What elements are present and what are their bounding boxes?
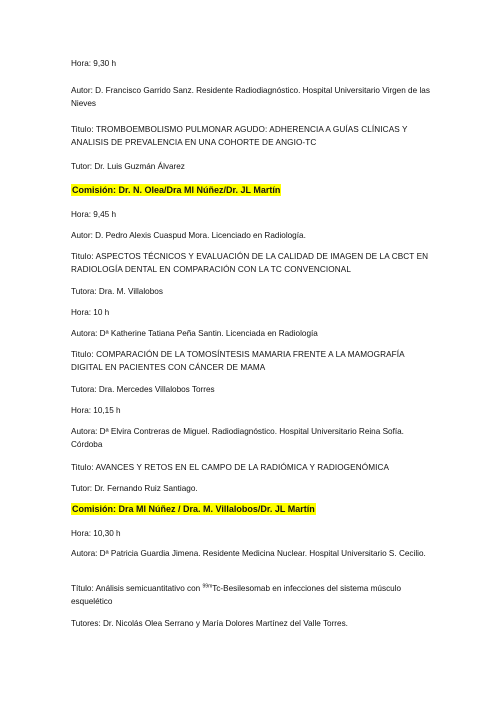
entry2-tutor: Tutora: Dra. M. Villalobos <box>71 287 163 296</box>
entry5-hora: Hora: 10,30 h <box>71 529 121 538</box>
entry1-tutor: Tutor: Dr. Luis Guzmán Álvarez <box>71 162 185 171</box>
entry5-tutor: Tutores: Dr. Nicolás Olea Serrano y María Dolores Martínez del Valle Torres. <box>71 619 348 628</box>
entry4-titulo: Titulo: AVANCES Y RETOS EN EL CAMPO DE LA RADIÓMICA Y RADIOGENÓMICA <box>71 463 390 472</box>
entry5-titulo-post: Tc-Besilesomab en infecciones del sistema músculo esquelético <box>71 584 402 606</box>
entry5-autor: Autora: Dª Patricia Guardia Jimena. Residente Medicina Nuclear. Hospital Universitario S. Cecilio. <box>71 549 426 558</box>
entry1-autor: Autor: D. Francisco Garrido Sanz. Residente Radiodiagnóstico. Hospital Universitario Virgen de las Nieves <box>71 86 430 108</box>
entry2-hora: Hora: 9,45 h <box>71 210 117 219</box>
comision-heading-2: Comisión: Dra Ml Núñez / Dra. M. Villalobos/Dr. JL Martín <box>72 504 315 514</box>
entry2-titulo: Titulo: ASPECTOS TÉCNICOS Y EVALUACIÓN DE LA CALIDAD DE IMAGEN DE LA CBCT EN RADIOLOGÍA DENTAL EN COMPARACIÓN CON LA TC CONVENCIONAL <box>71 252 429 274</box>
entry3-titulo: Titulo: COMPARACIÓN DE LA TOMOSÍNTESIS MAMARIA FRENTE A LA MAMOGRAFÍA DIGITAL EN PACIENTES CON CÁNCER DE MAMA <box>71 350 405 372</box>
entry5-titulo-pre: Título: Análisis semicuantitativo con <box>71 584 203 593</box>
entry1-hora: Hora: 9,30 h <box>71 59 117 68</box>
comision-heading-1: Comisión: Dr. N. Olea/Dra Ml Núñez/Dr. JL Martín <box>72 185 281 195</box>
entry3-autor: Autora: Dª Katherine Tatiana Peña Santin. Licenciada en Radiología <box>71 329 318 338</box>
isotope-superscript: 99m <box>202 583 213 590</box>
entry3-hora: Hora: 10 h <box>71 308 110 317</box>
entry1-titulo: Titulo: TROMBOEMBOLISMO PULMONAR AGUDO: ADHERENCIA A GUÍAS CLÍNICAS Y ANALISIS DE PREVALENCIA EN UNA COHORTE DE ANGIO-TC <box>71 125 408 147</box>
entry4-hora: Hora: 10,15 h <box>71 406 121 415</box>
entry4-tutor: Tutor: Dr. Fernando Ruiz Santiago. <box>71 484 198 493</box>
entry4-autor: Autora: Dª Elvira Contreras de Miguel. Radiodiagnóstico. Hospital Universitario Reina Sofía. Córdoba <box>71 427 404 449</box>
entry2-autor: Autor: D. Pedro Alexis Cuaspud Mora. Licenciado en Radiología. <box>71 231 306 240</box>
entry3-tutor: Tutora: Dra. Mercedes Villalobos Torres <box>71 385 215 394</box>
entry5-titulo <box>71 582 431 608</box>
